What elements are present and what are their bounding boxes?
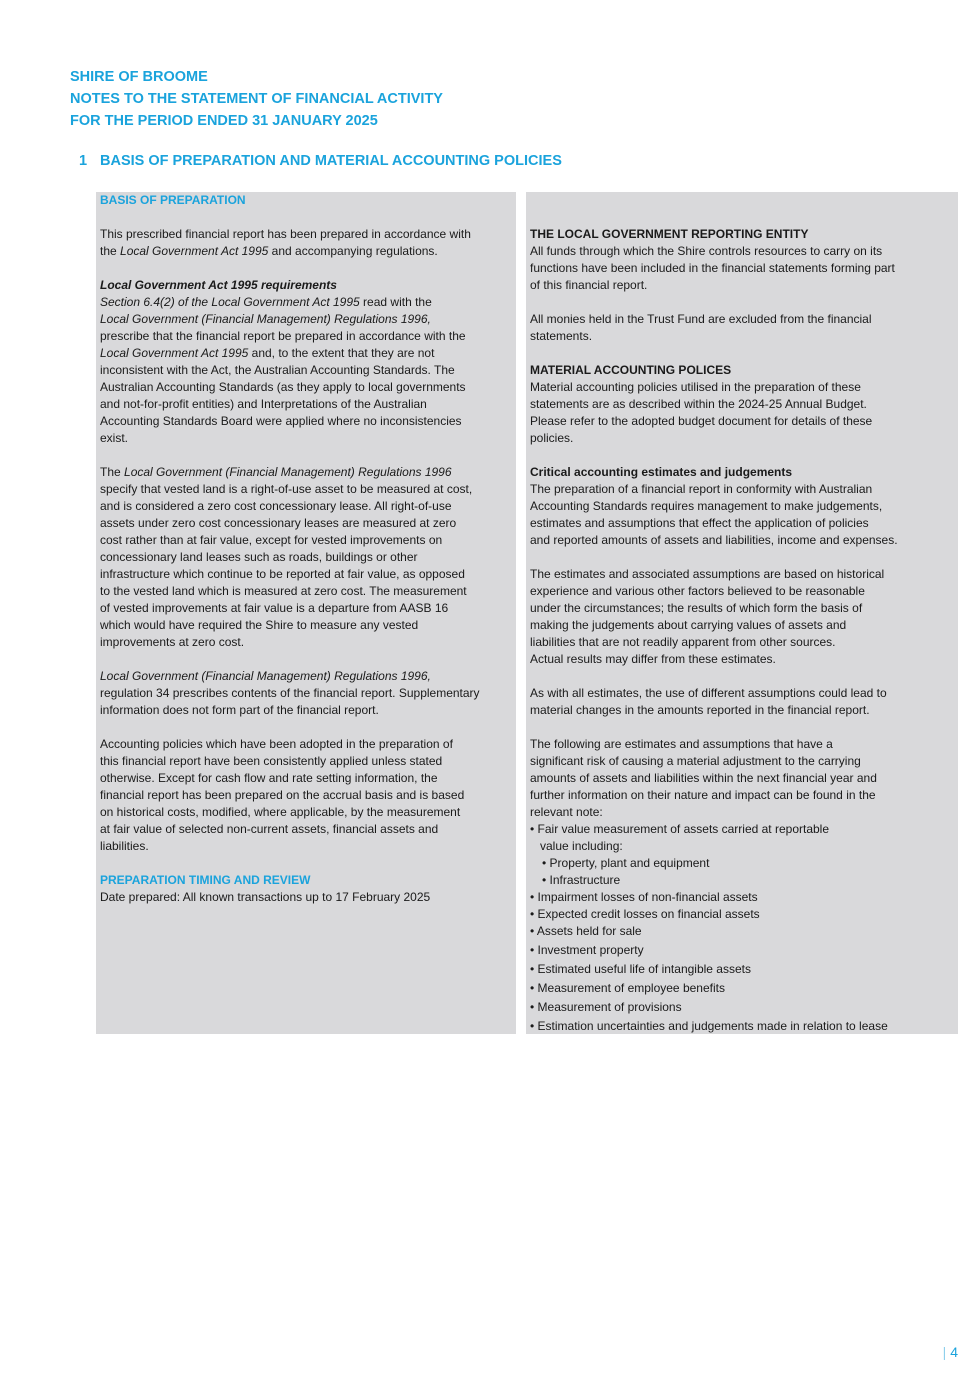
- right-panel: [526, 192, 958, 1034]
- p3-line: which would have required the Shire to measure any vested: [100, 618, 419, 632]
- section-title-text: BASIS OF PREPARATION AND MATERIAL ACCOUNTING POLICIES: [100, 153, 562, 169]
- bullet-item: • Estimation uncertainties and judgements made in relation to lease: [530, 1019, 888, 1033]
- p2-line: inconsistent with the Act, the Australian Accounting Standards. The: [100, 363, 455, 377]
- report-header: [70, 66, 443, 132]
- p5-line: this financial report have been consistently applied unless stated: [100, 754, 443, 768]
- bullet-list: [530, 922, 956, 1036]
- p3-line: assets under zero cost concessionary leases are measured at zero: [100, 516, 457, 530]
- p2-line: and not-for-profit entities) and Interpretations of the Australian: [100, 397, 427, 411]
- act-requirements-heading: Local Government Act 1995 requirements: [100, 278, 337, 292]
- p3-line: specify that vested land is a right-of-use asset to be measured at cost,: [100, 482, 473, 496]
- bullet-item: • Fair value measurement of assets carried at reportable: [530, 822, 830, 836]
- bullet-item: • Assets held for sale: [530, 924, 642, 938]
- assumptions-line: material changes in the amounts reported in the financial report.: [530, 703, 870, 717]
- left-panel-content: [100, 192, 514, 906]
- p1-line: the Local Government Act 1995 and accompanying regulations.: [100, 244, 438, 258]
- p3-line: improvements at zero cost.: [100, 635, 245, 649]
- header-entity-name: SHIRE OF BROOME: [70, 69, 208, 85]
- critical-line: estimates and assumptions that effect the application of policies: [530, 516, 869, 530]
- p3-line: to the vested land which is measured at zero cost. The measurement: [100, 584, 467, 598]
- section-title: [79, 151, 562, 171]
- p3-line: concessionary land leases such as roads, buildings or other: [100, 550, 418, 564]
- bullet-item: • Impairment losses of non-financial assets: [530, 890, 758, 904]
- critical-heading: Critical accounting estimates and judgements: [530, 465, 793, 479]
- p2-line: Local Government Act 1995 and, to the extent that they are not: [100, 346, 435, 360]
- page-number: [943, 1344, 958, 1360]
- p2-line: exist.: [100, 431, 129, 445]
- p1-line: This prescribed financial report has been prepared in accordance with: [100, 227, 471, 241]
- estimates-line: making the judgements about carrying values of assets and: [530, 618, 847, 632]
- critical-line: The preparation of a financial report in conformity with Australian: [530, 482, 873, 496]
- page-number-value: 4: [950, 1344, 958, 1360]
- header-statement-title: NOTES TO THE STATEMENT OF FINANCIAL ACTIVITY: [70, 91, 443, 107]
- policies-line: Please refer to the adopted budget document for details of these: [530, 414, 873, 428]
- right-panel-content: [530, 226, 956, 1036]
- p2-line: Australian Accounting Standards (as they apply to local governments: [100, 380, 466, 394]
- following-line: The following are estimates and assumptions that have a: [530, 737, 833, 751]
- bullet-item: • Measurement of employee benefits: [530, 981, 725, 995]
- critical-line: and reported amounts of assets and liabilities, income and expenses.: [530, 533, 898, 547]
- left-panel: [96, 192, 516, 1034]
- page-separator: |: [942, 1344, 947, 1360]
- bullet-item: • Measurement of provisions: [530, 1000, 682, 1014]
- entity-line: of this financial report.: [530, 278, 648, 292]
- entity-line: functions have been included in the financial statements forming part: [530, 261, 895, 275]
- p5-line: at fair value of selected non-current assets, financial assets and: [100, 822, 439, 836]
- p5-line: Accounting policies which have been adopted in the preparation of: [100, 737, 453, 751]
- bullet-item: • Expected credit losses on financial assets: [530, 907, 760, 921]
- entity-heading: THE LOCAL GOVERNMENT REPORTING ENTITY: [530, 227, 809, 241]
- trust-line: statements.: [530, 329, 593, 343]
- p4-line: Local Government (Financial Management) Regulations 1996,: [100, 669, 431, 683]
- estimates-line: under the circumstances; the results of which form the basis of: [530, 601, 863, 615]
- header-period: FOR THE PERIOD ENDED 31 JANUARY 2025: [70, 113, 378, 129]
- assumptions-line: As with all estimates, the use of different assumptions could lead to: [530, 686, 887, 700]
- timing-heading: PREPARATION TIMING AND REVIEW: [100, 873, 311, 887]
- estimates-line: Actual results may differ from these estimates.: [530, 652, 776, 666]
- p5-line: liabilities.: [100, 839, 149, 853]
- timing-text: Date prepared: All known transactions up to 17 February 2025: [100, 890, 431, 904]
- policies-line: Material accounting policies utilised in the preparation of these: [530, 380, 861, 394]
- bullet-item-continuation: value including:: [540, 839, 623, 853]
- basis-heading: BASIS OF PREPARATION: [100, 193, 246, 207]
- p3-line: The Local Government (Financial Management) Regulations 1996: [100, 465, 452, 479]
- sub-bullet-item: • Infrastructure: [542, 873, 621, 887]
- estimates-line: liabilities that are not readily apparent from other sources.: [530, 635, 836, 649]
- p3-line: cost rather than at fair value, except for vested improvements on: [100, 533, 443, 547]
- bullet-item: • Estimated useful life of intangible assets: [530, 962, 751, 976]
- p2-line: Accounting Standards Board were applied where no inconsistencies: [100, 414, 462, 428]
- policies-heading: MATERIAL ACCOUNTING POLICES: [530, 363, 732, 377]
- policies-line: statements are as described within the 2024-25 Annual Budget.: [530, 397, 867, 411]
- following-line: relevant note:: [530, 805, 603, 819]
- section-number: 1: [79, 153, 88, 169]
- p2-line: prescribe that the financial report be prepared in accordance with the: [100, 329, 466, 343]
- trust-line: All monies held in the Trust Fund are excluded from the financial: [530, 312, 872, 326]
- entity-line: All funds through which the Shire controls resources to carry on its: [530, 244, 883, 258]
- estimates-line: The estimates and associated assumptions are based on historical: [530, 567, 885, 581]
- p3-line: of vested improvements at fair value is a departure from AASB 16: [100, 601, 449, 615]
- bullet-item: • Investment property: [530, 943, 644, 957]
- p5-line: otherwise. Except for cash flow and rate setting information, the: [100, 771, 438, 785]
- p5-line: on historical costs, modified, where applicable, by the measurement: [100, 805, 461, 819]
- p2-line: Local Government (Financial Management) Regulations 1996,: [100, 312, 431, 326]
- p3-line: and is considered a zero cost concessionary lease. All right-of-use: [100, 499, 452, 513]
- following-line: further information on their nature and impact can be found in the: [530, 788, 876, 802]
- estimates-line: experience and various other factors believed to be reasonable: [530, 584, 865, 598]
- p5-line: financial report has been prepared on the accrual basis and is based: [100, 788, 465, 802]
- following-line: amounts of assets and liabilities within the next financial year and: [530, 771, 877, 785]
- p3-line: infrastructure which continue to be reported at fair value, as opposed: [100, 567, 465, 581]
- p2-line: Section 6.4(2) of the Local Government Act 1995 read with the: [100, 295, 432, 309]
- p4-line: information does not form part of the financial report.: [100, 703, 379, 717]
- policies-line: policies.: [530, 431, 574, 445]
- sub-bullet-item: • Property, plant and equipment: [542, 856, 710, 870]
- critical-line: Accounting Standards requires management to make judgements,: [530, 499, 883, 513]
- following-line: significant risk of causing a material adjustment to the carrying: [530, 754, 861, 768]
- p4-line: regulation 34 prescribes contents of the financial report. Supplementary: [100, 686, 480, 700]
